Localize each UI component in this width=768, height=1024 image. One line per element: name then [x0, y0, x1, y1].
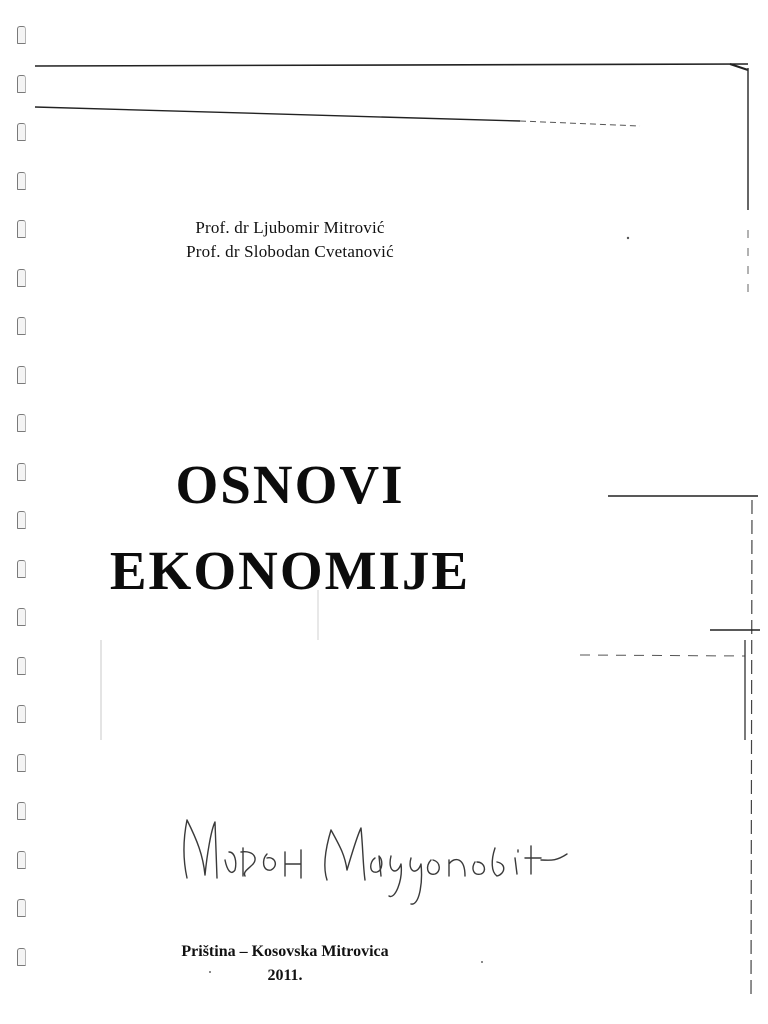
author-1: Prof. dr Ljubomir Mitrović: [195, 218, 385, 237]
authors-block: [150, 216, 430, 264]
book-title: [80, 442, 500, 614]
author-2: Prof. dr Slobodan Cvetanović: [186, 242, 394, 261]
handwritten-signature: [175, 800, 595, 920]
publication-year: 2011.: [267, 967, 303, 984]
imprint-block: [140, 940, 430, 988]
title-line-1: OSNOVI: [175, 454, 405, 515]
publication-place: Priština – Kosovska Mitrovica: [181, 943, 389, 960]
title-line-2: EKONOMIJE: [109, 540, 471, 601]
